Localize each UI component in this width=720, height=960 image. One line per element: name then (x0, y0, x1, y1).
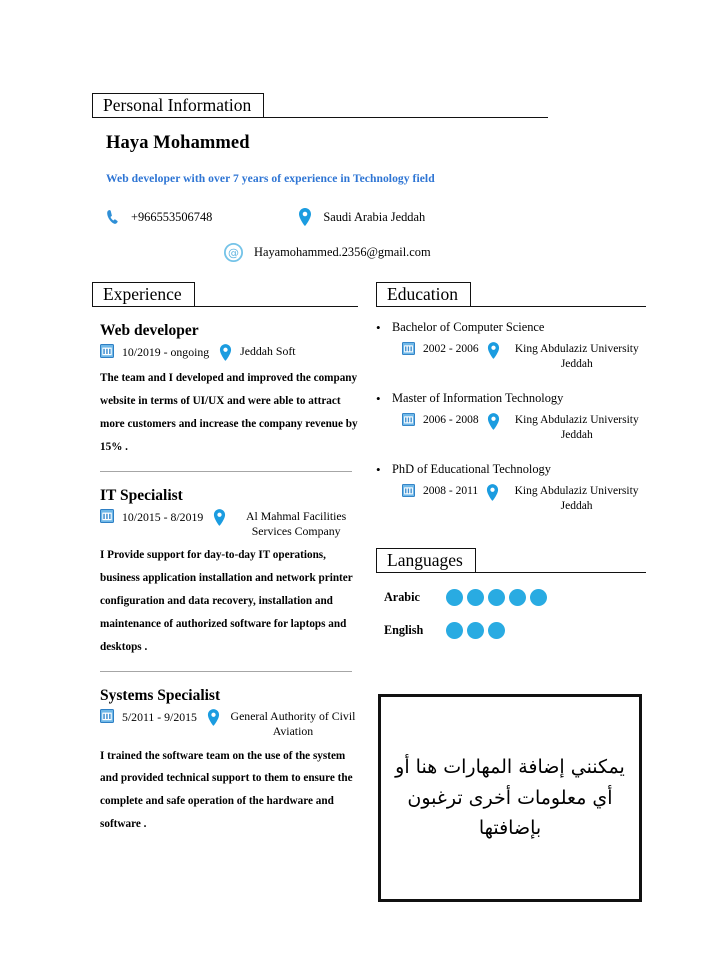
section-languages (376, 543, 646, 639)
education-dates: 2002 - 2006 (423, 343, 479, 356)
level-dot-filled (467, 589, 484, 606)
level-dot-filled (446, 589, 463, 606)
job-description: I Provide support for day-to-day IT operations, business application installation and network printer configuration and data recovery, installation and maintenance of authorized software for laptops and desktops . (100, 549, 353, 654)
education-entry (376, 320, 646, 371)
education-meta (402, 342, 646, 371)
bullet-icon: • (376, 462, 381, 477)
location-pin-icon (213, 509, 226, 526)
calendar-icon (100, 709, 114, 723)
section-rule (263, 117, 548, 118)
section-title-experience: Experience (92, 282, 195, 307)
experience-entry (100, 687, 358, 836)
job-dates: 10/2019 - ongoing (122, 345, 210, 359)
calendar-icon (402, 342, 415, 355)
job-company: Al Mahmal Facilities Services Company (246, 508, 347, 538)
section-header-personal-information (92, 88, 548, 118)
email-address: Hayamohammed.2356@gmail.com (254, 245, 431, 259)
education-institution: King Abdulaziz University Jeddah (514, 343, 639, 370)
section-header-experience (92, 277, 358, 307)
bullet-icon: • (376, 391, 381, 406)
contact-email (224, 243, 431, 262)
language-row (384, 589, 646, 606)
calendar-icon (100, 509, 114, 523)
level-dot-filled (488, 622, 505, 639)
column-education (376, 277, 646, 639)
section-header-languages (376, 543, 646, 573)
job-title: IT Specialist (100, 486, 183, 504)
section-rule (469, 306, 646, 307)
bullet-icon: • (376, 320, 381, 335)
education-degree: Master of Information Technology (392, 391, 564, 405)
job-meta (100, 509, 358, 538)
email-at-icon (224, 243, 243, 262)
level-dot-filled (488, 589, 505, 606)
location-pin-icon (486, 484, 499, 501)
language-name: Arabic (384, 590, 420, 604)
section-rule (474, 572, 646, 573)
location-pin-icon (207, 709, 220, 726)
location-pin-icon (487, 342, 500, 359)
candidate-tagline: Web developer with over 7 years of experience in Technology field (106, 172, 435, 185)
education-entry (376, 391, 646, 442)
experience-entry (100, 322, 358, 459)
section-title-languages: Languages (376, 548, 476, 573)
phone-icon (106, 209, 120, 225)
contact-row-email (106, 243, 576, 262)
contact-row-primary (106, 208, 576, 226)
language-row (384, 622, 646, 639)
arabic-note-text: يمكنني إضافة المهارات هنا أو أي معلومات أخرى ترغبون بإضافتها (395, 755, 625, 840)
location-pin-icon (487, 413, 500, 430)
education-degree-row (376, 391, 646, 407)
job-description: I trained the software team on the use of the system and provided technical support to them to ensure the complete and safe operation of the hardware and software . (100, 749, 353, 831)
language-level-dots (446, 589, 551, 606)
education-meta (402, 413, 646, 442)
level-dot-filled (509, 589, 526, 606)
calendar-icon (402, 413, 415, 426)
education-institution: King Abdulaziz University Jeddah (514, 485, 639, 512)
entry-divider (100, 471, 352, 472)
job-meta (100, 344, 358, 361)
level-dot-filled (446, 622, 463, 639)
education-dates: 2008 - 2011 (423, 485, 479, 498)
language-name: English (384, 623, 424, 637)
arabic-note-box (378, 694, 642, 902)
education-degree: Bachelor of Computer Science (392, 320, 545, 334)
location-pin-icon (219, 344, 232, 361)
candidate-name: Haya Mohammed (106, 133, 250, 153)
phone-number: +966553506748 (131, 209, 213, 224)
education-meta (402, 484, 646, 513)
education-degree-row (376, 462, 646, 478)
language-level-dots (446, 622, 509, 639)
education-entry (376, 462, 646, 513)
section-title-education: Education (376, 282, 471, 307)
experience-entry (100, 487, 358, 659)
svg-text:@: @ (228, 246, 239, 260)
entry-divider (100, 671, 352, 672)
location-text: Saudi Arabia Jeddah (323, 209, 426, 224)
location-pin-icon (298, 208, 312, 226)
education-institution: King Abdulaziz University Jeddah (514, 414, 639, 441)
level-dot-filled (530, 589, 547, 606)
contact-location (298, 208, 425, 226)
job-company: General Authority of Civil Aviation (230, 709, 356, 738)
level-dot-filled (467, 622, 484, 639)
calendar-icon (402, 484, 415, 497)
job-description: The team and I developed and improved the company website in terms of UI/UX and were able to attract more customers and increase the company revenue by 15% . (100, 372, 358, 453)
job-company: Jeddah Soft (240, 344, 296, 358)
section-header-education (376, 277, 646, 307)
education-dates: 2006 - 2008 (423, 414, 479, 427)
section-rule (193, 306, 358, 307)
job-title: Web developer (100, 322, 199, 339)
calendar-icon (100, 344, 114, 358)
education-degree: PhD of Educational Technology (392, 462, 551, 476)
job-title: Systems Specialist (100, 687, 221, 705)
job-meta (100, 709, 358, 738)
job-dates: 10/2015 - 8/2019 (122, 509, 204, 524)
column-experience (92, 277, 358, 836)
job-dates: 5/2011 - 9/2015 (122, 710, 197, 725)
education-degree-row (376, 320, 646, 336)
section-title-personal-information: Personal Information (92, 93, 264, 118)
contact-phone (106, 209, 212, 225)
